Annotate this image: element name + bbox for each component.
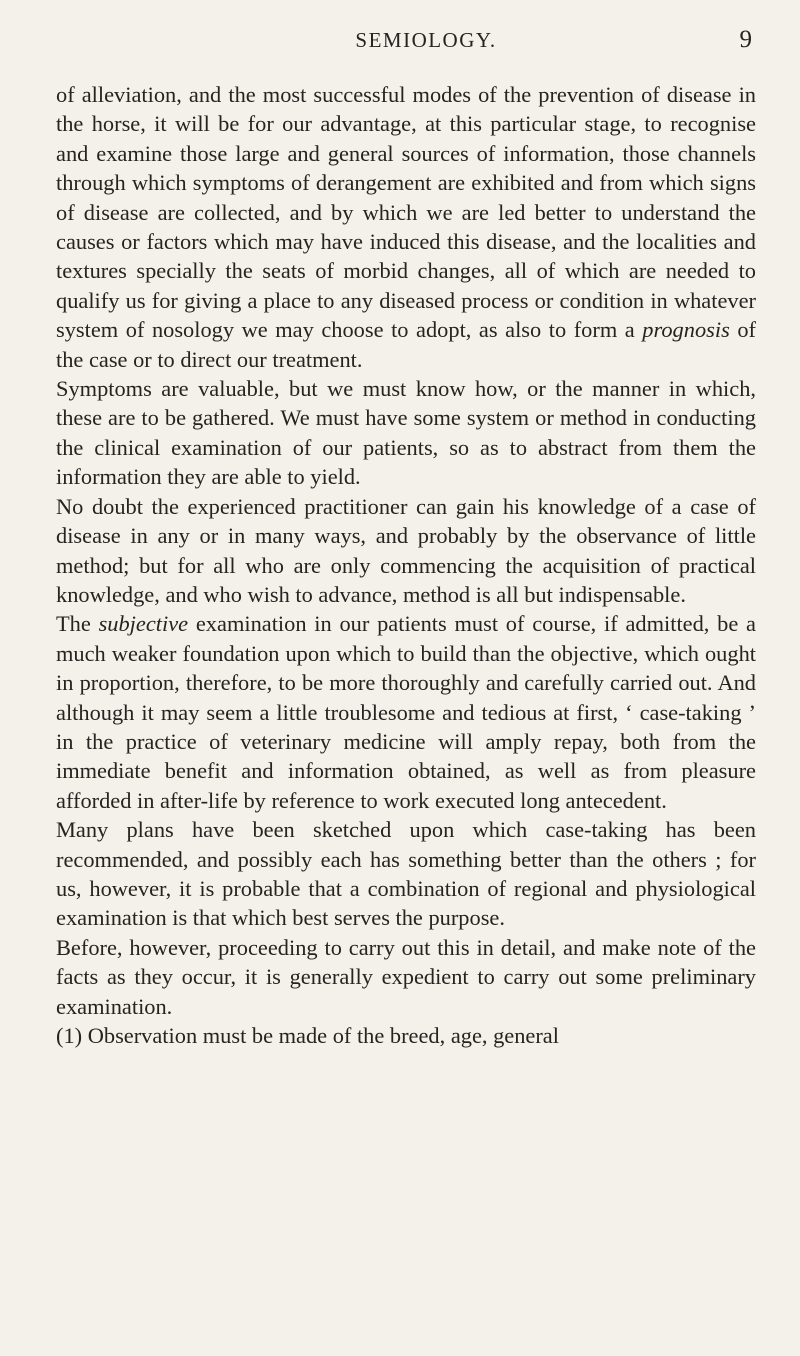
paragraph-text: No doubt the experienced practitioner can gain his knowledge of a case of disease in any or in many ways, and probably by the observance of little method; but for all who are only commencing the acquisition of practical knowledge, and who wish to advance, method is all but indispensable.	[56, 493, 756, 607]
paragraph-text: The	[56, 611, 99, 637]
paragraph-text: (1) Observation must be made of the breed, age, general	[56, 1023, 559, 1048]
paragraph-text: Symptoms are valuable, but we must know how, or the manner in which, these are to be gathered. We must have some system or method in conducting the clinical examination of our patients, so as to abstract from them the information they are able to yield.	[56, 376, 756, 490]
paragraph	[56, 609, 756, 815]
paragraph-text: Before, however, proceeding to carry out this in detail, and make note of the facts as they occur, it is generally expedient to carry out some preliminary examination.	[56, 934, 756, 1019]
italic-term: subjective	[98, 611, 189, 637]
paragraph-text: examination in our patients must of course, if admitted, be a much weaker foundation upon which to build than the objective, which ought in proportion, therefore, to be more thoroughly and carefully carried out. And although it may seem a little troublesome and tedious at first, ‘ case-taking ’ in the practice of veterinary medicine will amply repay, both from the immediate benefit and information obtained, as well as from pleasure afforded in after-life by reference to work executed long antecedent.	[56, 611, 756, 813]
paragraph-text: of the case or to direct our treatment.	[56, 317, 756, 372]
running-head	[56, 28, 756, 62]
paragraph-text: Many plans have been sketched upon which case-taking has been recommended, and possibly each has something better than the others ; for us, however, it is probable that a combination of regional and physiological examination is that which best serves the purpose.	[56, 817, 756, 931]
page-number: 9	[739, 26, 752, 53]
paragraph-text: of alleviation, and the most successful modes of the prevention of disease in the horse, it will be for our advantage, at this particular stage, to recognise and examine those large and general sources of information, those channels through which symptoms of derangement are exhibited and from which signs of disease are collected, and by which we are led better to understand the causes or factors which may have induced this disease, and the localities and textures specially the seats of morbid changes, all of which are needed to qualify us for giving a place to any diseased process or condition in whatever system of nosology we may choose to adopt, as also to form a	[56, 82, 756, 343]
paragraph	[56, 80, 756, 374]
running-title: SEMIOLOGY.	[355, 28, 497, 52]
body-text	[56, 80, 756, 1050]
paragraph	[56, 374, 756, 492]
paragraph	[56, 1021, 756, 1050]
paragraph	[56, 815, 756, 933]
italic-term: prognosis	[642, 317, 730, 343]
paragraph	[56, 492, 756, 610]
paragraph	[56, 933, 756, 1021]
